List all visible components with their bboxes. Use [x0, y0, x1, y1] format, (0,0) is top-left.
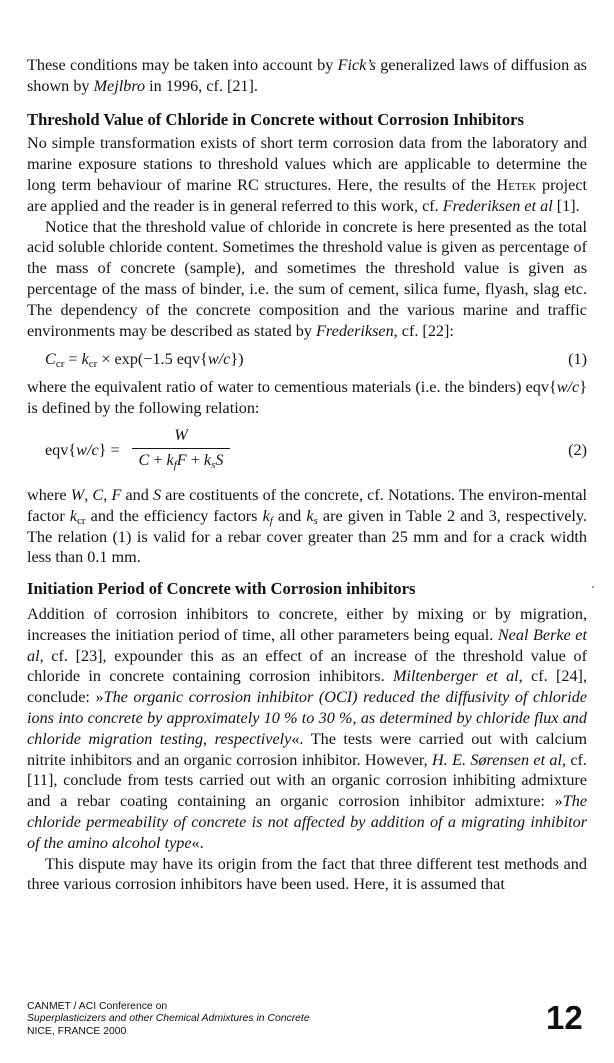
eq-sub: f: [173, 458, 177, 471]
author-name: Frederiksen et al: [442, 196, 553, 215]
eq-var: C: [45, 350, 56, 369]
eq-var: F: [111, 485, 122, 504]
author-name: Frederiksen: [316, 321, 394, 340]
footer-conference-title: Superplasticizers and other Chemical Admixtures in Concrete: [27, 1013, 310, 1025]
paragraph-threshold-2: [27, 217, 587, 342]
paragraph-threshold-1: [27, 133, 587, 216]
text: are costituents of the concrete, cf. Notations. The environ-mental factor: [27, 485, 588, 525]
text: and: [272, 506, 307, 525]
eq-var: F: [176, 450, 187, 469]
eq-var: w/c: [207, 350, 231, 369]
fraction-denominator: [132, 449, 230, 471]
eq-var: S: [153, 485, 162, 504]
equation-1-expression: [45, 349, 244, 370]
equation-2-lhs: [45, 440, 120, 461]
text: This dispute may have its origin from the fact that three different test methods and three various corrosion inhibitors have been used. Here, it is assumed that: [27, 854, 587, 894]
page-body: [27, 55, 587, 895]
text: generalized laws of diffusion as shown by: [27, 56, 587, 95]
paragraph-intro: [27, 55, 587, 97]
text: , cf. [23], expounder this as an effect of an increase of the threshold value of chloride in concrete containing corrosion inhibitors.: [27, 646, 587, 686]
text: «.: [191, 833, 204, 852]
eq-sub: s: [313, 514, 318, 527]
eq-var: S: [215, 450, 224, 469]
text: ,: [103, 485, 112, 504]
text: These conditions may be taken into account by: [27, 56, 338, 74]
section-heading-initiation: Initiation Period of Concrete with Corrosion inhibitors: [27, 579, 416, 599]
eq-op: =: [64, 350, 82, 369]
eq-op: +: [186, 450, 204, 469]
eq-sub: cr: [55, 358, 65, 371]
text: , cf. [11], conclude from tests carried out with an organic corrosion inhibiting admixture and a rebar coating containing an organic corrosion inhibitor admixture: »: [27, 750, 587, 811]
eq-var: k: [203, 450, 212, 469]
eq-sub: cr: [88, 358, 98, 371]
footer-conference: CANMET / ACI Conference on: [27, 1001, 168, 1012]
text: where: [27, 485, 71, 504]
eq-var: k: [166, 450, 174, 469]
paragraph-initiation-1: [27, 604, 587, 854]
fraction-numerator: W: [132, 425, 230, 449]
equation-2-number: (2): [568, 440, 587, 459]
footer-location: NICE, FRANCE 2000: [27, 1025, 127, 1037]
equation-2-fraction: [132, 425, 230, 471]
equation-2: [27, 425, 587, 475]
author-name: Miltenberger et al: [392, 667, 519, 686]
page-number: 12: [546, 999, 583, 1036]
text: Notice that the threshold value of chloride in concrete is here presented as the total acid soluble chloride content. Sometimes the threshold value is given as percentage of the mass of concrete (sample), and sometimes the threshold value is given as percentage of the mass of binder, i.e. the sum of cement, silica fume, flyash, slag etc. The dependency of the concrete composition and the various marine and traffic environments may be described as stated by: [27, 217, 587, 340]
eq-text: }): [230, 350, 244, 369]
eq-var: k: [306, 506, 314, 525]
project-name: Hetek: [496, 175, 537, 194]
page-footer: [27, 1001, 310, 1038]
eq-var: C: [138, 450, 150, 469]
author-name: Neal Berke et al: [27, 625, 587, 665]
eq-text: } =: [98, 440, 120, 459]
paragraph-constituents: [27, 485, 587, 568]
paragraph-equivalent-ratio: [27, 377, 587, 419]
equation-1-number: (1): [568, 350, 587, 369]
eq-sub: cr: [77, 514, 86, 527]
eq-var: W: [70, 485, 85, 504]
section-heading-threshold: Threshold Value of Chloride in Concrete without Corrosion Inhibitors: [27, 109, 524, 129]
eq-var: w/c: [556, 378, 580, 397]
eq-var: k: [81, 350, 89, 369]
text: [1].: [552, 196, 580, 215]
text: project are applied and the reader is in general referred to this work, cf.: [27, 175, 588, 215]
author-name: H. E. Sørensen et al: [432, 750, 562, 769]
text: and the efficiency factors: [85, 506, 263, 525]
eq-op: +: [149, 450, 167, 469]
text: and: [121, 485, 154, 504]
text: No simple transformation exists of short term corrosion data from the laboratory and marine exposure stations to threshold values which are applicable to determine the long term behaviour of marine RC structures. Here, the results of the: [27, 134, 587, 194]
quotation: The chloride permeability of concrete is not affected by addition of a migrating inhibitor of the amino alcohol type: [27, 792, 587, 852]
quotation: The organic corrosion inhibitor (OCI) reduced the diffusivity of chloride ions into concrete by approximately 10 % to 30 %, as determined by chloride flux and chloride migration testing, respectively: [27, 688, 587, 748]
text: are given in Table 2 and 3, respectively. The relation (1) is valid for a rebar cover greater than 25 mm and for a crack width less than 0.1 mm.: [27, 506, 587, 567]
text: where the equivalent ratio of water to cementious materials (i.e. the binders) eqv{: [27, 378, 557, 397]
eq-text: × exp(−1.5 eqv{: [97, 350, 208, 369]
eq-sub: s: [211, 458, 216, 471]
eq-text: eqv{: [45, 440, 77, 459]
equation-1: [27, 345, 587, 375]
paragraph-initiation-2: [27, 854, 587, 896]
eq-var: k: [69, 506, 78, 525]
text: ,: [84, 485, 93, 504]
scan-speck: [592, 586, 594, 588]
text: «. The tests were carried out with calcium nitrite inhibitors and an organic corrosion inhibitor. However,: [27, 729, 587, 769]
text: , cf. [22]:: [393, 321, 454, 340]
author-name: Mejlbro: [93, 76, 146, 95]
author-name: Fick’s: [337, 56, 376, 74]
eq-var: k: [262, 506, 270, 525]
eq-var: C: [92, 485, 104, 504]
eq-var: w/c: [76, 440, 99, 459]
text: , cf. [24], conclude: »: [27, 667, 587, 707]
text: } is defined by the following relation:: [27, 378, 587, 418]
text: in 1996, cf. [21].: [145, 76, 258, 95]
text: Addition of corrosion inhibitors to concrete, either by mixing or by migration, increases the initiation period of time, all other parameters being equal.: [27, 604, 587, 644]
eq-sub: f: [269, 514, 273, 527]
